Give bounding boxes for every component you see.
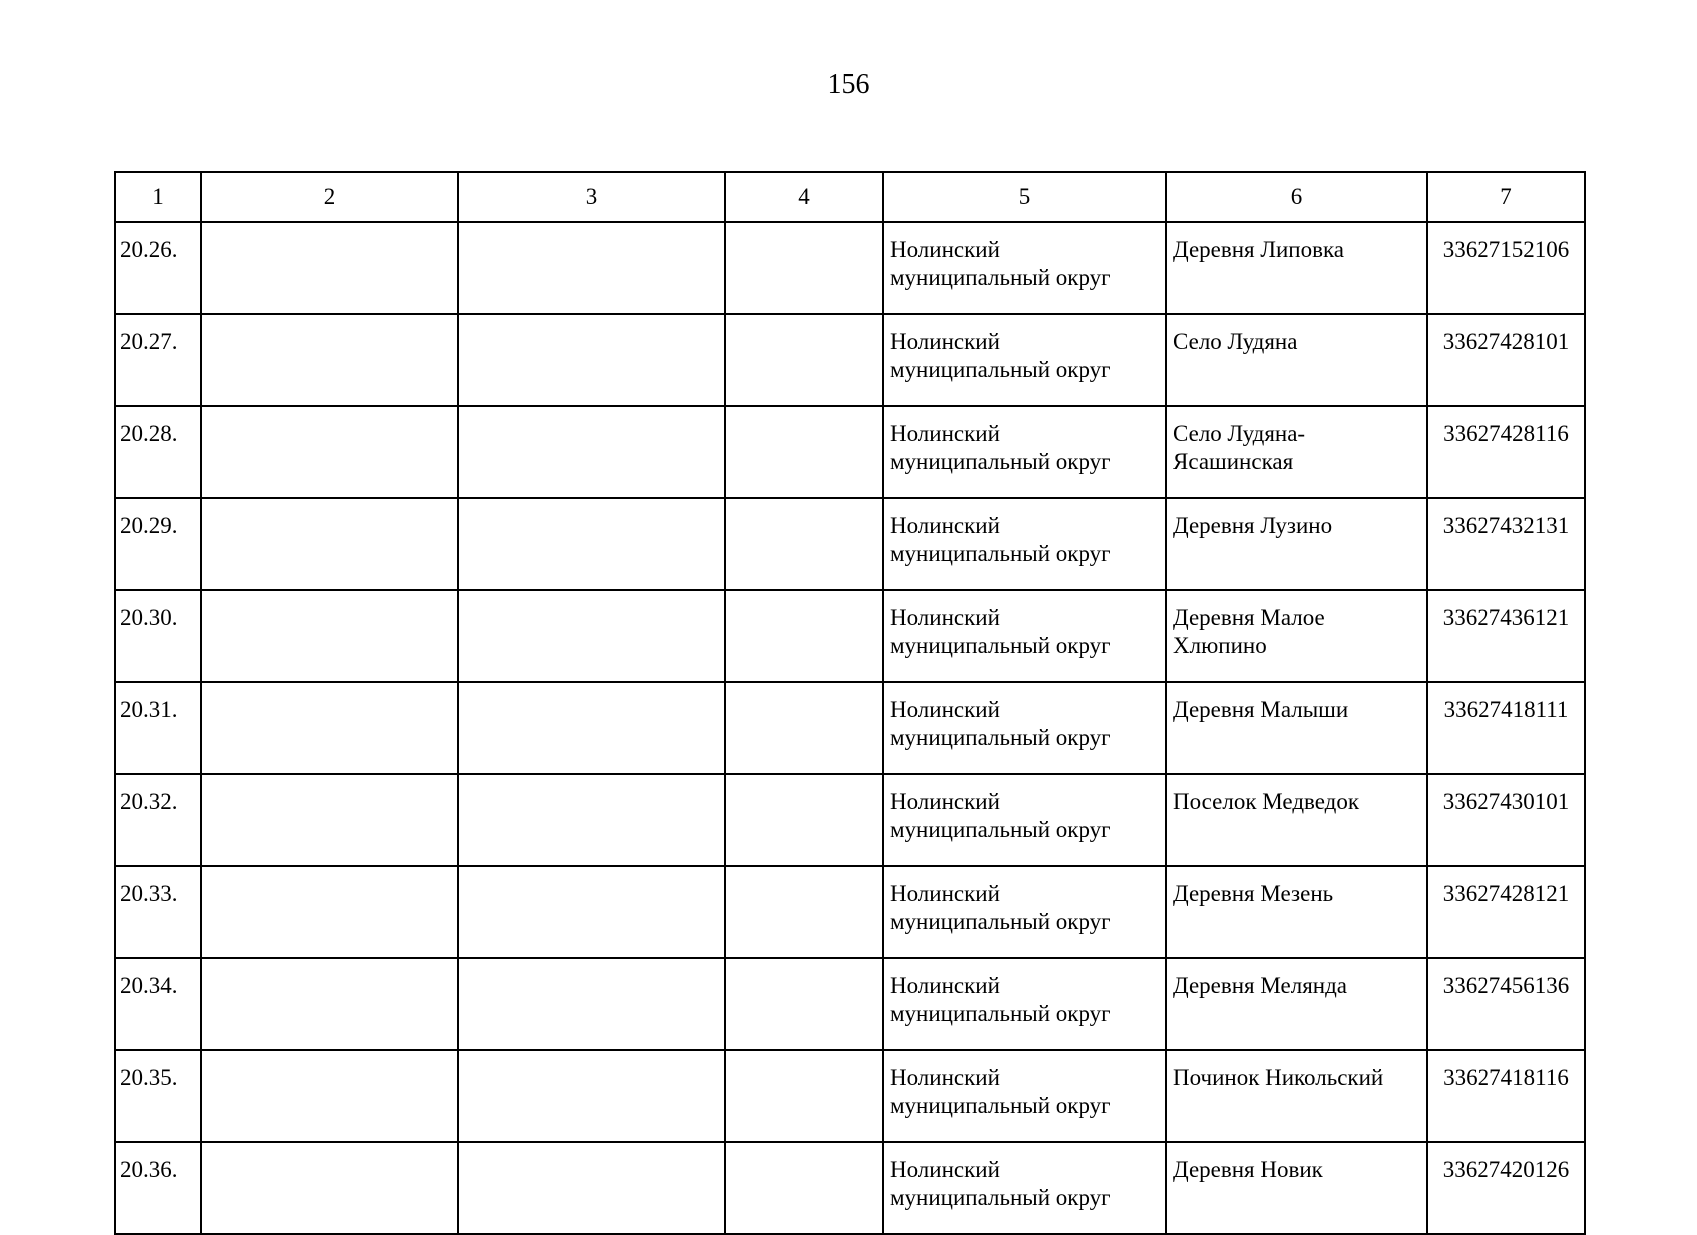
municipality-cell: Нолинский муниципальный округ [883, 866, 1166, 958]
settlement-cell: Деревня Новик [1166, 1142, 1427, 1234]
cell-col3 [458, 1050, 725, 1142]
column-header: 2 [201, 172, 458, 222]
settlement-cell: Деревня Мелянда [1166, 958, 1427, 1050]
cell-col4 [725, 682, 883, 774]
table-row [115, 406, 1585, 498]
table-row [115, 590, 1585, 682]
cell-col2 [201, 314, 458, 406]
row-number: 20.36. [115, 1142, 201, 1234]
municipality-cell: Нолинский муниципальный округ [883, 222, 1166, 314]
cell-col3 [458, 222, 725, 314]
municipality-cell: Нолинский муниципальный округ [883, 590, 1166, 682]
column-header: 7 [1427, 172, 1585, 222]
code-cell: 33627418116 [1427, 1050, 1585, 1142]
cell-col3 [458, 682, 725, 774]
cell-col4 [725, 958, 883, 1050]
cell-col2 [201, 866, 458, 958]
code-cell: 33627436121 [1427, 590, 1585, 682]
cell-col4 [725, 866, 883, 958]
settlement-cell: Деревня Мезень [1166, 866, 1427, 958]
cell-col4 [725, 222, 883, 314]
cell-col4 [725, 406, 883, 498]
cell-col4 [725, 1142, 883, 1234]
cell-col3 [458, 958, 725, 1050]
table-row [115, 682, 1585, 774]
code-cell: 33627428121 [1427, 866, 1585, 958]
municipality-cell: Нолинский муниципальный округ [883, 1142, 1166, 1234]
settlement-cell: Село Лудяна-Ясашинская [1166, 406, 1427, 498]
settlement-cell: Починок Никольский [1166, 1050, 1427, 1142]
code-cell: 33627456136 [1427, 958, 1585, 1050]
cell-col4 [725, 590, 883, 682]
code-cell: 33627418111 [1427, 682, 1585, 774]
table-row [115, 498, 1585, 590]
settlement-cell: Поселок Медведок [1166, 774, 1427, 866]
cell-col2 [201, 958, 458, 1050]
row-number: 20.28. [115, 406, 201, 498]
cell-col4 [725, 774, 883, 866]
cell-col2 [201, 406, 458, 498]
code-cell: 33627432131 [1427, 498, 1585, 590]
row-number: 20.26. [115, 222, 201, 314]
row-number: 20.32. [115, 774, 201, 866]
settlement-cell: Деревня Малыши [1166, 682, 1427, 774]
municipality-cell: Нолинский муниципальный округ [883, 958, 1166, 1050]
row-number: 20.33. [115, 866, 201, 958]
table-row [115, 958, 1585, 1050]
cell-col4 [725, 314, 883, 406]
settlement-cell: Село Лудяна [1166, 314, 1427, 406]
cell-col3 [458, 774, 725, 866]
table-row [115, 1142, 1585, 1234]
cell-col3 [458, 314, 725, 406]
cell-col3 [458, 590, 725, 682]
cell-col2 [201, 222, 458, 314]
cell-col2 [201, 1050, 458, 1142]
cell-col4 [725, 1050, 883, 1142]
table-row [115, 774, 1585, 866]
table-row [115, 222, 1585, 314]
row-number: 20.29. [115, 498, 201, 590]
code-cell: 33627428116 [1427, 406, 1585, 498]
row-number: 20.27. [115, 314, 201, 406]
municipality-cell: Нолинский муниципальный округ [883, 498, 1166, 590]
row-number: 20.34. [115, 958, 201, 1050]
row-number: 20.35. [115, 1050, 201, 1142]
table-row [115, 866, 1585, 958]
column-header: 4 [725, 172, 883, 222]
cell-col3 [458, 498, 725, 590]
code-cell: 33627152106 [1427, 222, 1585, 314]
header-row [115, 172, 1585, 222]
cell-col3 [458, 866, 725, 958]
row-number: 20.30. [115, 590, 201, 682]
settlement-cell: Деревня Малое Хлюпино [1166, 590, 1427, 682]
column-header: 3 [458, 172, 725, 222]
municipality-cell: Нолинский муниципальный округ [883, 682, 1166, 774]
municipality-cell: Нолинский муниципальный округ [883, 406, 1166, 498]
settlement-cell: Деревня Лузино [1166, 498, 1427, 590]
cell-col3 [458, 1142, 725, 1234]
cell-col3 [458, 406, 725, 498]
municipality-cell: Нолинский муниципальный округ [883, 774, 1166, 866]
code-cell: 33627430101 [1427, 774, 1585, 866]
cell-col2 [201, 498, 458, 590]
municipality-cell: Нолинский муниципальный округ [883, 314, 1166, 406]
municipality-cell: Нолинский муниципальный округ [883, 1050, 1166, 1142]
cell-col2 [201, 590, 458, 682]
table-row [115, 314, 1585, 406]
table-row [115, 1050, 1585, 1142]
column-header: 5 [883, 172, 1166, 222]
page-number: 156 [827, 69, 870, 100]
column-header: 1 [115, 172, 201, 222]
column-header: 6 [1166, 172, 1427, 222]
code-cell: 33627420126 [1427, 1142, 1585, 1234]
settlement-cell: Деревня Липовка [1166, 222, 1427, 314]
cell-col4 [725, 498, 883, 590]
data-table [114, 171, 1586, 1235]
cell-col2 [201, 1142, 458, 1234]
row-number: 20.31. [115, 682, 201, 774]
cell-col2 [201, 682, 458, 774]
cell-col2 [201, 774, 458, 866]
code-cell: 33627428101 [1427, 314, 1585, 406]
